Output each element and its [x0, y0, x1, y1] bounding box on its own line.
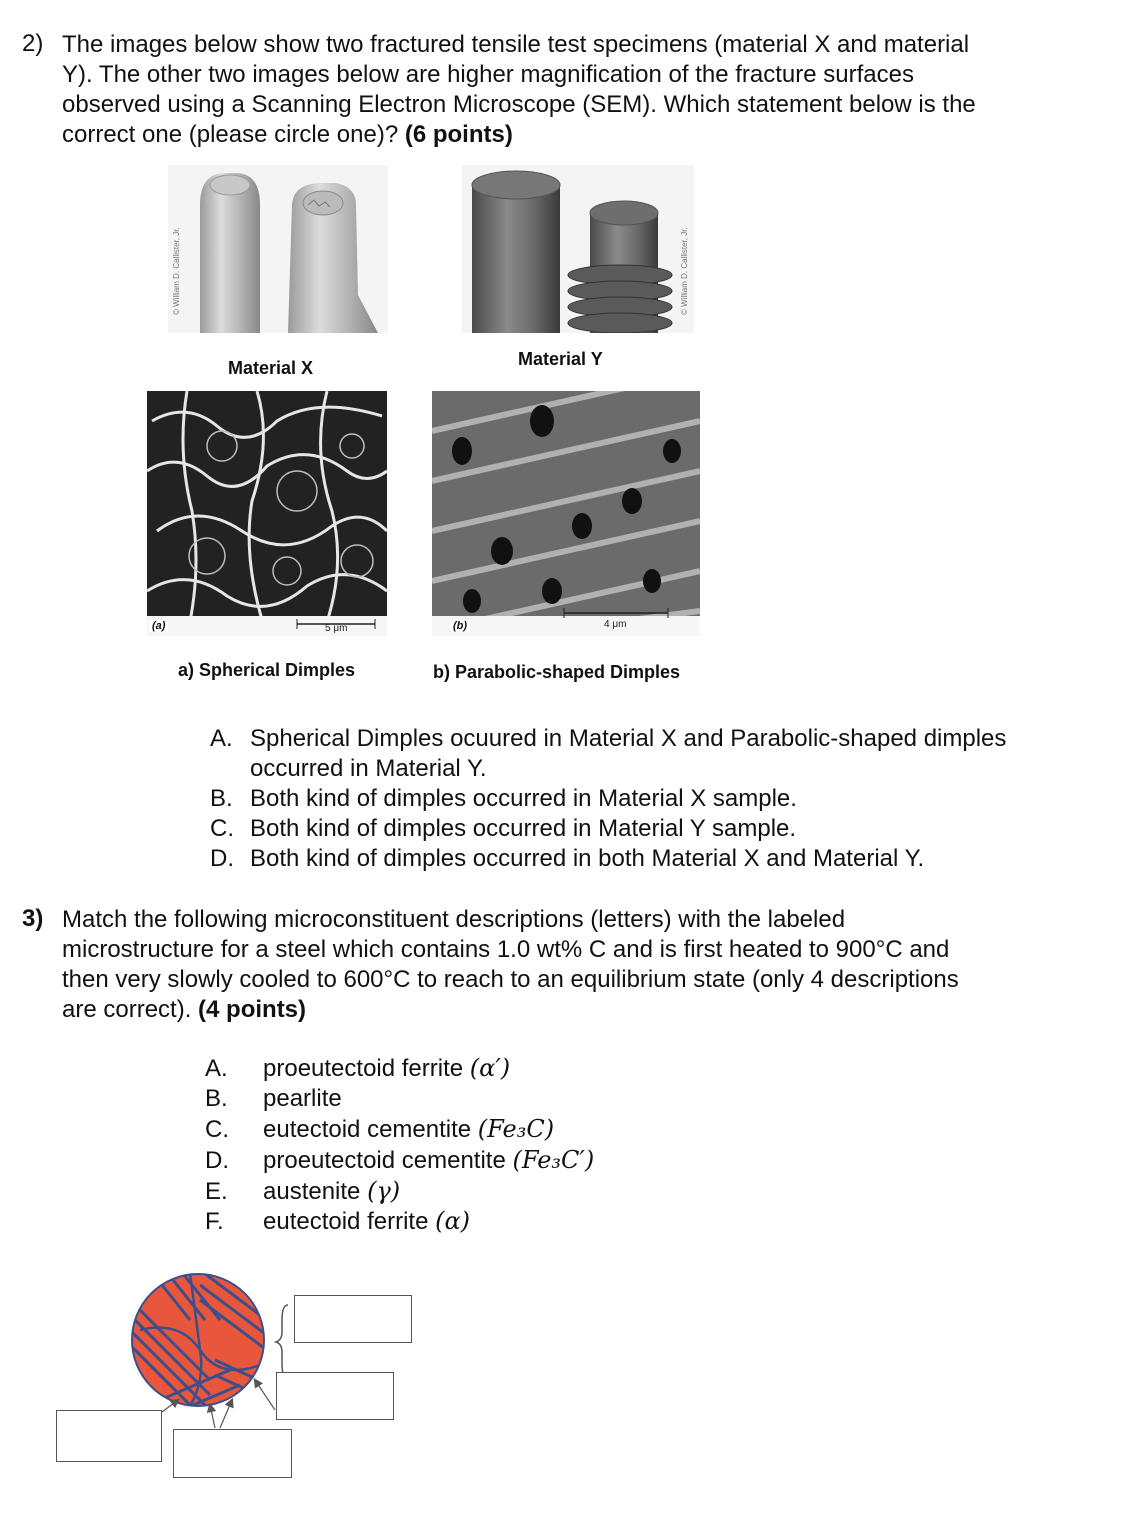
q3-choice-a: A. proeutectoid ferrite (α′) [205, 1054, 511, 1082]
q2-number: 2) [22, 30, 44, 57]
q2-option-b[interactable]: B. Both kind of dimples occurred in Material X sample. [210, 785, 797, 812]
material-y-photo [462, 165, 694, 333]
q2-option-a-cont: occurred in Material Y. [250, 755, 487, 782]
q3-prompt: Match the following microconstituent descriptions (letters) with the labeled microstructure for a steel which contains 1.0 wt% C and is first heated to 900°C and then very slowly cooled to 600°C to reach to an equilibrium state (only 4 descriptions are correct). (4 points) [62, 906, 959, 1023]
photo-credit-x: © William D. Callister, Jr. [172, 227, 181, 315]
bracket [276, 1305, 288, 1378]
q3-choice-b: B. pearlite [205, 1085, 342, 1112]
answer-box-right[interactable] [276, 1372, 394, 1420]
q3-number: 3) [22, 905, 44, 932]
q3-choice-c: C. eutectoid cementite (Fe₃C) [205, 1115, 555, 1143]
material-x-photo [168, 165, 388, 333]
caption-spherical: a) Spherical Dimples [178, 660, 356, 680]
q2-points: (6 points) [404, 121, 513, 148]
tag-b: (b) [450, 620, 470, 632]
q2-option-a[interactable]: A. Spherical Dimples ocuured in Material X and Parabolic-shaped dimples [210, 725, 1007, 752]
q2-option-c[interactable]: C. Both kind of dimples occurred in Material Y sample. [210, 815, 797, 842]
scale-b: 4 μm [604, 619, 627, 630]
material-y-label: Material Y [518, 349, 603, 369]
q3-choice-d: D. proeutectoid cementite (Fe₃C′) [205, 1146, 595, 1174]
answer-box-bottom[interactable] [173, 1429, 292, 1478]
material-x-label: Material X [228, 358, 314, 378]
caption-parabolic: b) Parabolic-shaped Dimples [433, 662, 681, 682]
q3-points: (4 points) [198, 996, 307, 1023]
answer-box-left[interactable] [56, 1410, 162, 1462]
q2-option-d[interactable]: D. Both kind of dimples occurred in both Material X and Material Y. [210, 845, 925, 872]
photo-credit-y: © William D. Callister, Jr. [680, 227, 689, 315]
q3-choice-e: E. austenite (γ) [205, 1177, 401, 1205]
q3-choice-f: F. eutectoid ferrite (α) [205, 1207, 471, 1235]
sem-image-spherical [147, 391, 387, 636]
tag-a: (a) [149, 620, 168, 632]
answer-box-pearlite[interactable] [294, 1295, 412, 1343]
sem-image-parabolic [432, 391, 700, 636]
scale-a: 5 μm [325, 623, 348, 634]
q2-prompt: The images below show two fractured tensile test specimens (material X and material Y). The other two images below are higher magnification of the fracture surfaces observed using a Scanning Electron Microscope (SEM). Which statement below is the correct one (please circle one)? (6 points) [62, 31, 976, 148]
